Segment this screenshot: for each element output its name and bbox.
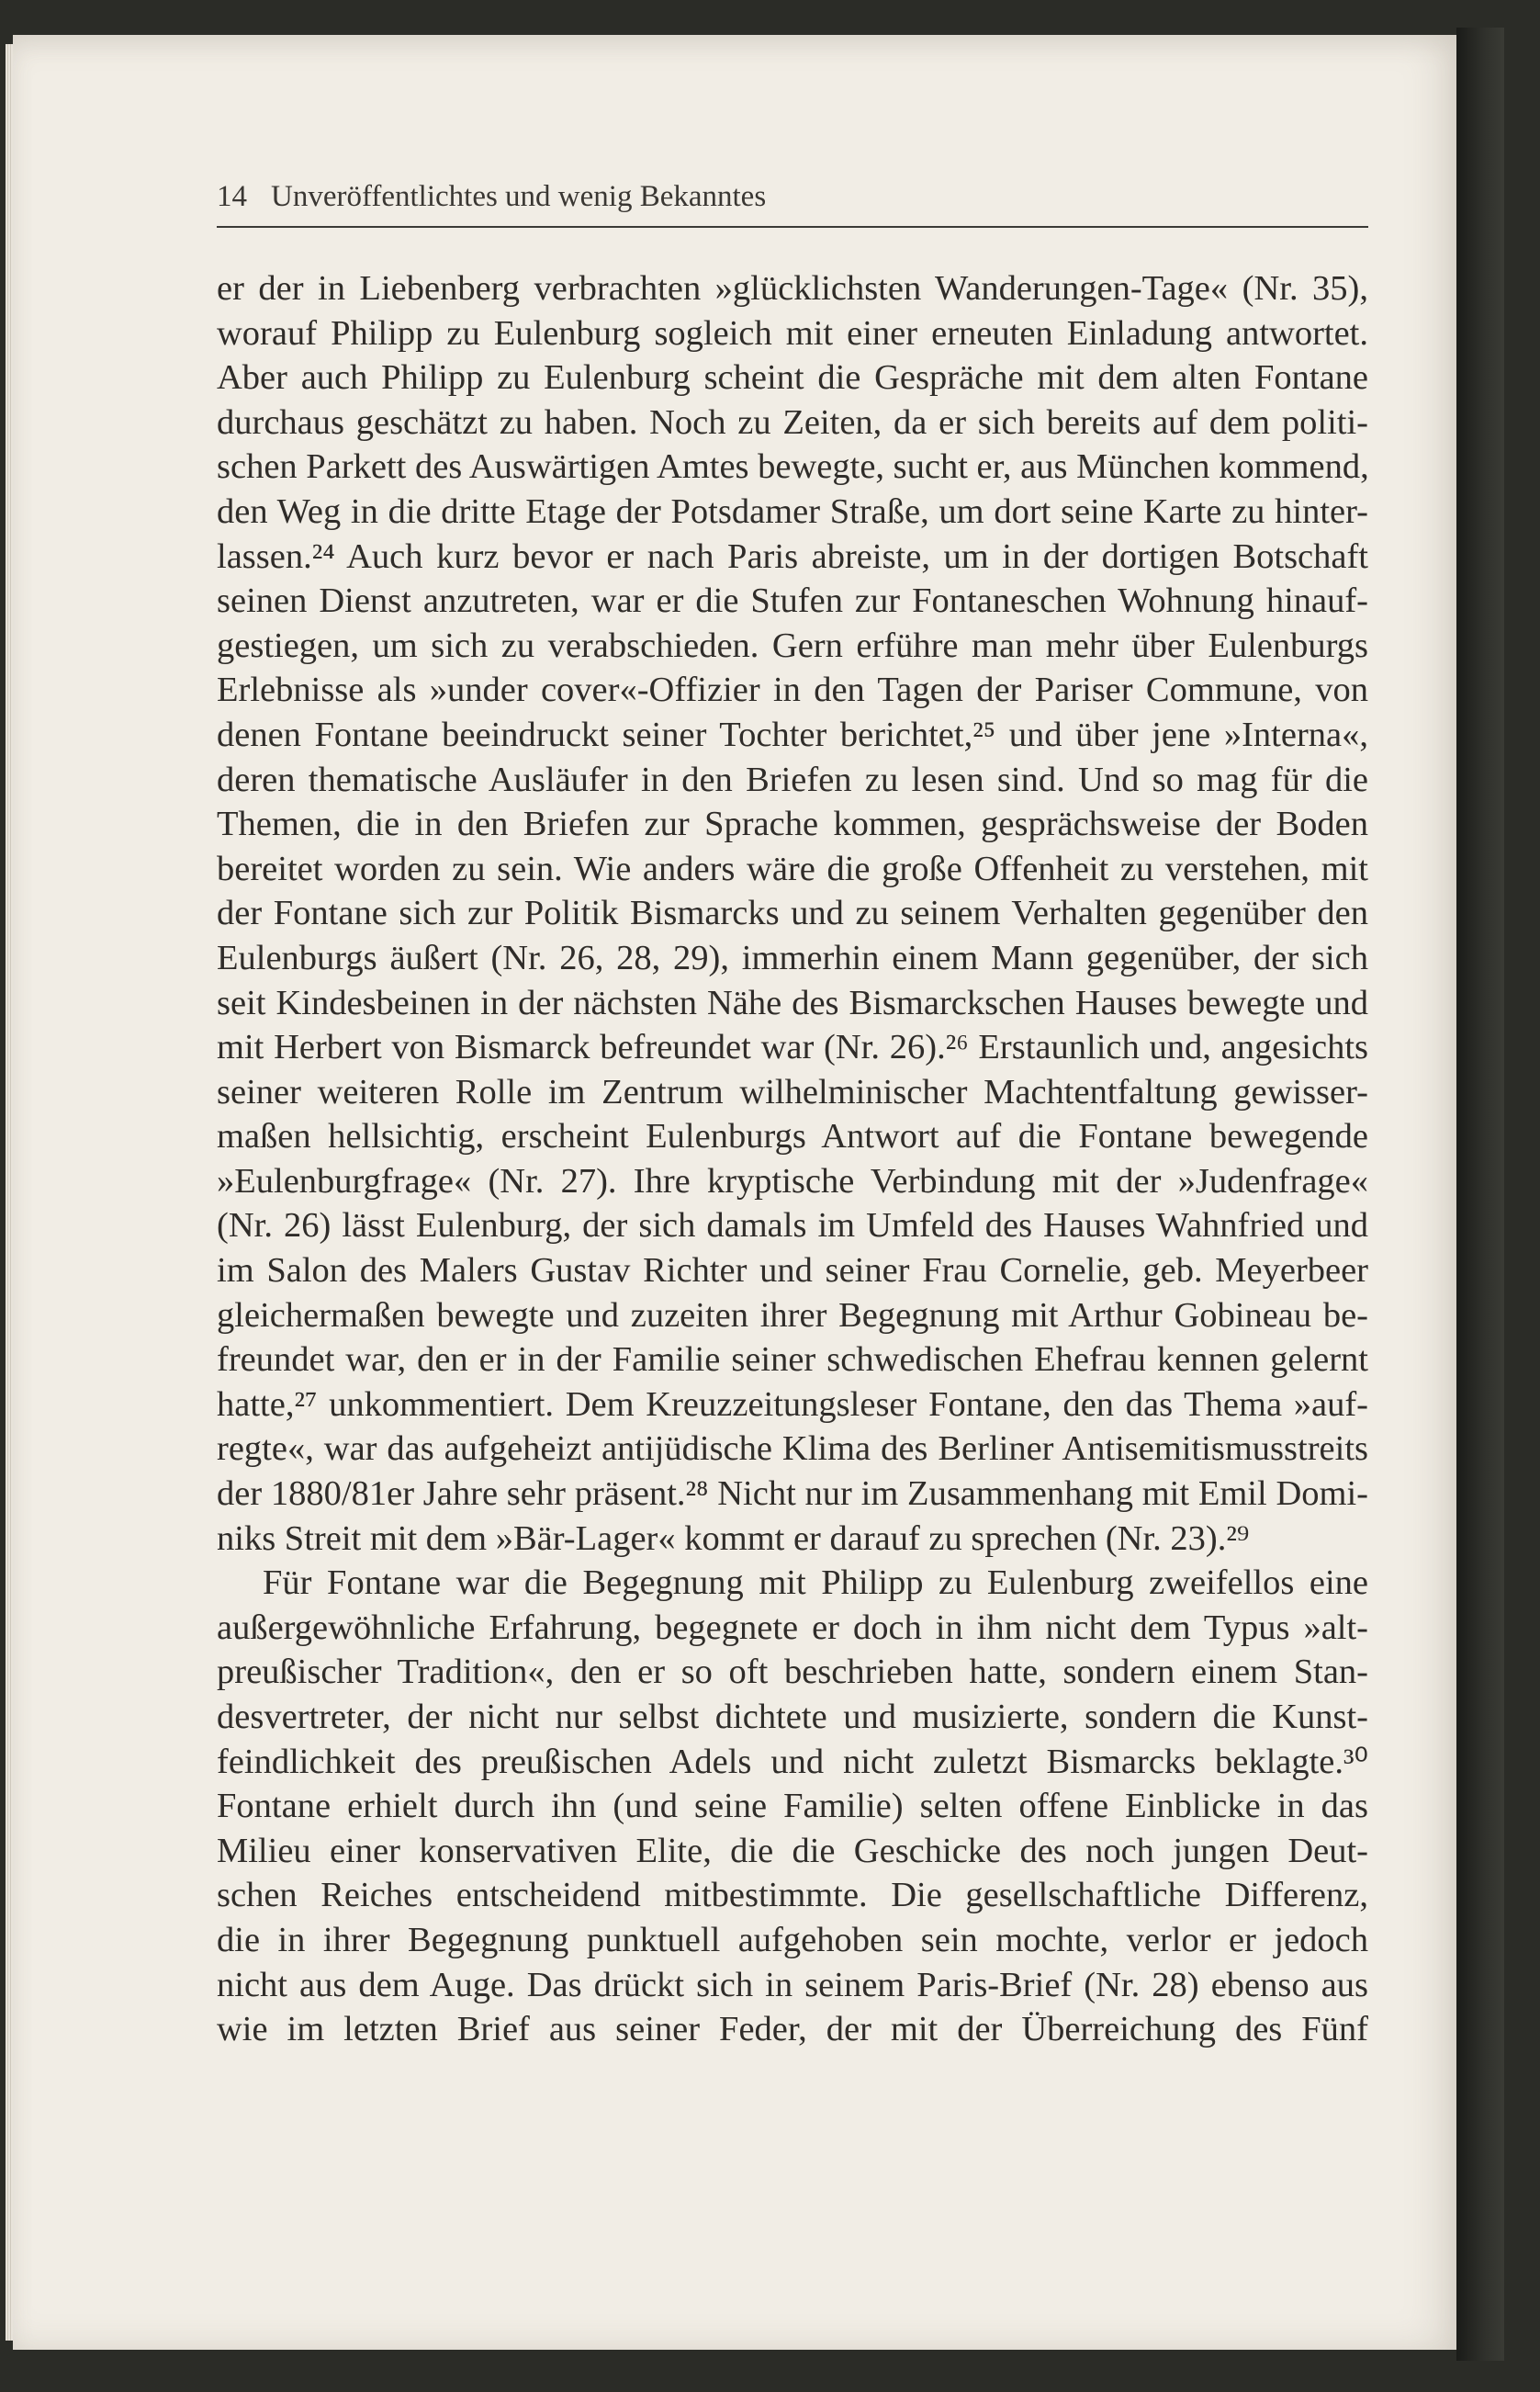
text-line: Aber auch Philipp zu Eulenburg scheint die Gespräche mit dem alten Fontane [217, 358, 1368, 398]
text-line: deren thematische Ausläufer in den Briefen zu lesen sind. Und so mag für die [217, 760, 1368, 799]
text-line: im Salon des Malers Gustav Richter und seiner Frau Cornelie, geb. Meyerbeer [217, 1251, 1368, 1291]
text-line: Eulenburgs äußert (Nr. 26, 28, 29), immerhin einem Mann gegenüber, der sich [217, 938, 1368, 977]
text-line: denen Fontane beeindruckt seiner Tochter berichtet,²⁵ und über jene »Interna«, [217, 715, 1368, 754]
text-line: schen Parkett des Auswärtigen Amtes bewegte, sucht er, aus München kommend, [217, 447, 1369, 487]
text-line: der Fontane sich zur Politik Bismarcks und zu seinem Verhalten gegenüber den [217, 894, 1368, 933]
text-line: »Eulenburgfrage« (Nr. 27). Ihre kryptische Verbindung mit der »Judenfrage« [217, 1161, 1368, 1201]
text-line: seit Kindesbeinen in der nächsten Nähe des Bismarckschen Hauses bewegte und [217, 983, 1368, 1022]
text-line: den Weg in die dritte Etage der Potsdamer Straße, um dort seine Karte zu hinter- [217, 491, 1368, 531]
text-line: seinen Dienst anzutreten, war er die Stufen zur Fontaneschen Wohnung hinauf- [217, 581, 1368, 621]
text-line: mit Herbert von Bismarck befreundet war (Nr. 26).²⁶ Erstaunlich und, angesichts [217, 1028, 1368, 1067]
text-line: regte«, war das aufgeheizt antijüdische Klima des Berliner Antisemitismusstreits [217, 1429, 1368, 1469]
text-line: gleichermaßen bewegte und zuzeiten ihrer Begegnung mit Arthur Gobineau be- [217, 1295, 1368, 1335]
text-line: freundet war, den er in der Familie seiner schwedischen Ehefrau kennen gelernt [217, 1340, 1368, 1380]
text-line: worauf Philipp zu Eulenburg sogleich mit einer erneuten Einladung antwortet. [217, 313, 1368, 353]
text-line: gestiegen, um sich zu verabschieden. Gern erführe man mehr über Eulenburgs [217, 626, 1368, 665]
text-line: der 1880/81er Jahre sehr präsent.²⁸ Nicht nur im Zusammenhang mit Emil Domi- [217, 1474, 1368, 1514]
paragraph-end-line: niks Streit mit dem »Bär-Lager« kommt er darauf zu sprechen (Nr. 23).²⁹ [217, 1518, 1250, 1558]
text-line: Themen, die in den Briefen zur Sprache kommen, gesprächsweise der Boden [217, 805, 1368, 844]
text-line: seiner weiteren Rolle im Zentrum wilhelminischer Machtentfaltung gewisser- [217, 1072, 1368, 1111]
text-line: Erlebnisse als »under cover«-Offizier in den Tagen der Pariser Commune, von [217, 671, 1368, 710]
text-line: (Nr. 26) lässt Eulenburg, der sich damals im Umfeld des Hauses Wahnfried und [217, 1206, 1368, 1246]
text-line: maßen hellsichtig, erscheint Eulenburgs Antwort auf die Fontane bewegende [217, 1117, 1368, 1157]
paragraph-start-line: Für Fontane war die Begegnung mit Philipp zu Eulenburg zweifellos eine [263, 1563, 1368, 1603]
text-line: nicht aus dem Auge. Das drückt sich in seinem Paris-Brief (Nr. 28) ebenso aus [217, 1965, 1368, 2004]
text-line: bereitet worden zu sein. Wie anders wäre die große Offenheit zu verstehen, mit [217, 849, 1368, 888]
text-line: lassen.²⁴ Auch kurz bevor er nach Paris abreiste, um in der dortigen Botschaft [217, 536, 1368, 576]
text-line: er der in Liebenberg verbrachten »glücklichsten Wanderungen-Tage« (Nr. 35), [217, 269, 1368, 308]
text-line: schen Reiches entscheidend mitbestimmte. Die gesellschaftliche Differenz, [217, 1876, 1368, 1915]
text-line: Fontane erhielt durch ihn (und seine Familie) selten offene Einblicke in das [217, 1787, 1368, 1826]
running-header [217, 180, 1368, 228]
text-line: wie im letzten Brief aus seiner Feder, der mit der Überreichung des Fünf [217, 2010, 1368, 2049]
running-title: Unveröffentlichtes und wenig Bekanntes [271, 180, 767, 213]
text-line: desvertreter, der nicht nur selbst dichtete und musizierte, sondern die Kunst- [217, 1698, 1368, 1736]
body-text [217, 266, 1368, 2052]
text-line: preußischer Tradition«, den er so oft beschrieben hatte, sondern einem Stan- [217, 1653, 1368, 1692]
text-line: feindlichkeit des preußischen Adels und nicht zuletzt Bismarcks beklagte.³⁰ [217, 1742, 1368, 1781]
text-line: Milieu einer konservativen Elite, die die Geschicke des noch jungen Deut- [217, 1831, 1368, 1870]
text-line: durchaus geschätzt zu haben. Noch zu Zeiten, da er sich bereits auf dem politi- [217, 402, 1368, 442]
book-spine-shadow [1456, 28, 1504, 2361]
page-number: 14 [217, 180, 247, 213]
text-line: hatte,²⁷ unkommentiert. Dem Kreuzzeitungsleser Fontane, den das Thema »auf- [217, 1384, 1368, 1424]
text-line: außergewöhnliche Erfahrung, begegnete er doch in ihm nicht dem Typus »alt- [217, 1608, 1368, 1647]
text-line: die in ihrer Begegnung punktuell aufgehoben sein mochte, verlor er jedoch [217, 1920, 1368, 1959]
